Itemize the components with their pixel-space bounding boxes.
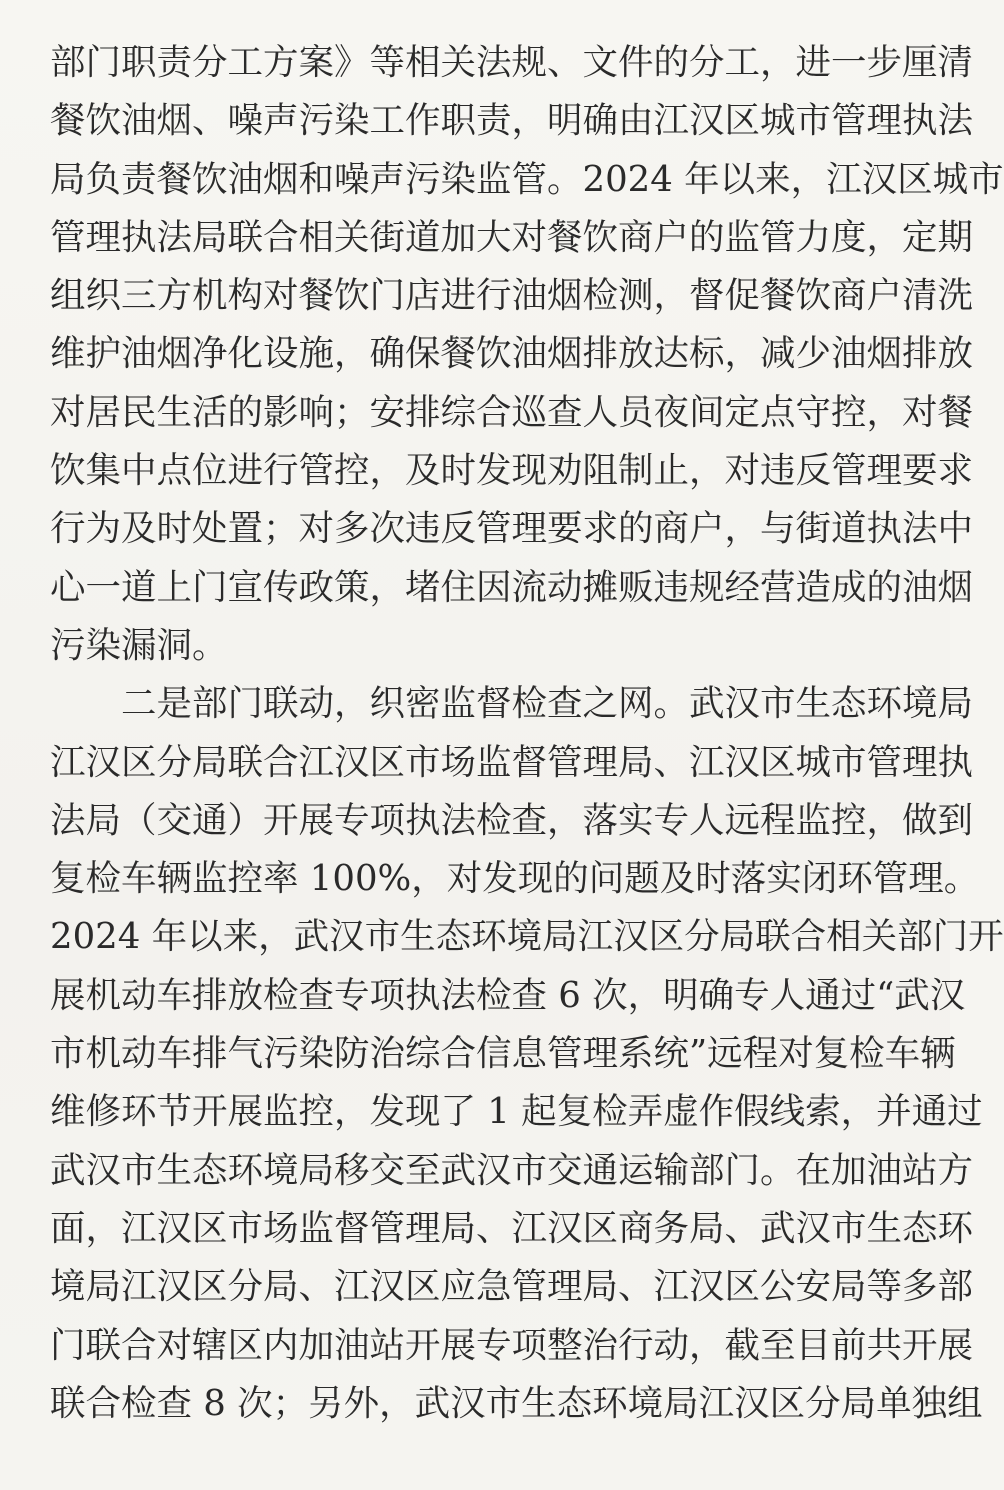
text-line: 维修环节开展监控，发现了 1 起复检弄虚作假线索，并通过	[50, 1091, 983, 1133]
document-body	[50, 34, 1004, 1433]
text-line: 行为及时处置；对多次违反管理要求的商户，与街道执法中	[50, 508, 974, 550]
text-line: 对居民生活的影响；安排综合巡查人员夜间定点守控，对餐	[50, 391, 974, 433]
text-line: 餐饮油烟、噪声污染工作职责，明确由江汉区城市管理执法	[50, 100, 974, 142]
text-line: 法局（交通）开展专项执法检查，落实专人远程监控，做到	[50, 799, 974, 841]
paragraph-2	[50, 675, 1004, 1433]
text-line: 联合检查 8 次；另外，武汉市生态环境局江汉区分局单独组	[50, 1382, 983, 1424]
text-line: 局负责餐饮油烟和噪声污染监管。2024 年以来，江汉区城市	[50, 158, 1004, 200]
text-line: 展机动车排放检查专项执法检查 6 次，明确专人通过“武汉	[50, 974, 966, 1016]
text-line: 维护油烟净化设施，确保餐饮油烟排放达标，减少油烟排放	[50, 333, 974, 375]
text-line: 武汉市生态环境局移交至武汉市交通运输部门。在加油站方	[50, 1149, 974, 1191]
text-line: 面，江汉区市场监督管理局、江汉区商务局、武汉市生态环	[50, 1207, 974, 1249]
text-line: 门联合对辖区内加油站开展专项整治行动，截至目前共开展	[50, 1324, 974, 1366]
paragraph-1	[50, 34, 1004, 675]
text-line: 二是部门联动，织密监督检查之网。武汉市生态环境局	[121, 683, 974, 725]
text-line: 境局江汉区分局、江汉区应急管理局、江汉区公安局等多部	[50, 1266, 974, 1308]
text-line: 市机动车排气污染防治综合信息管理系统”远程对复检车辆	[50, 1033, 956, 1075]
text-line: 饮集中点位进行管控，及时发现劝阻制止，对违反管理要求	[50, 450, 974, 492]
text-line: 管理执法局联合相关街道加大对餐饮商户的监管力度，定期	[50, 216, 974, 258]
text-line: 2024 年以来，武汉市生态环境局江汉区分局联合相关部门开	[50, 916, 1004, 958]
text-line: 复检车辆监控率 100%，对发现的问题及时落实闭环管理。	[50, 858, 980, 900]
text-line: 污染漏洞。	[50, 624, 228, 666]
text-line: 心一道上门宣传政策，堵住因流动摊贩违规经营造成的油烟	[50, 566, 974, 608]
text-line: 部门职责分工方案》等相关法规、文件的分工，进一步厘清	[50, 42, 974, 83]
text-line: 组织三方机构对餐饮门店进行油烟检测，督促餐饮商户清洗	[50, 275, 974, 317]
text-line: 江汉区分局联合江汉区市场监督管理局、江汉区城市管理执	[50, 741, 974, 783]
